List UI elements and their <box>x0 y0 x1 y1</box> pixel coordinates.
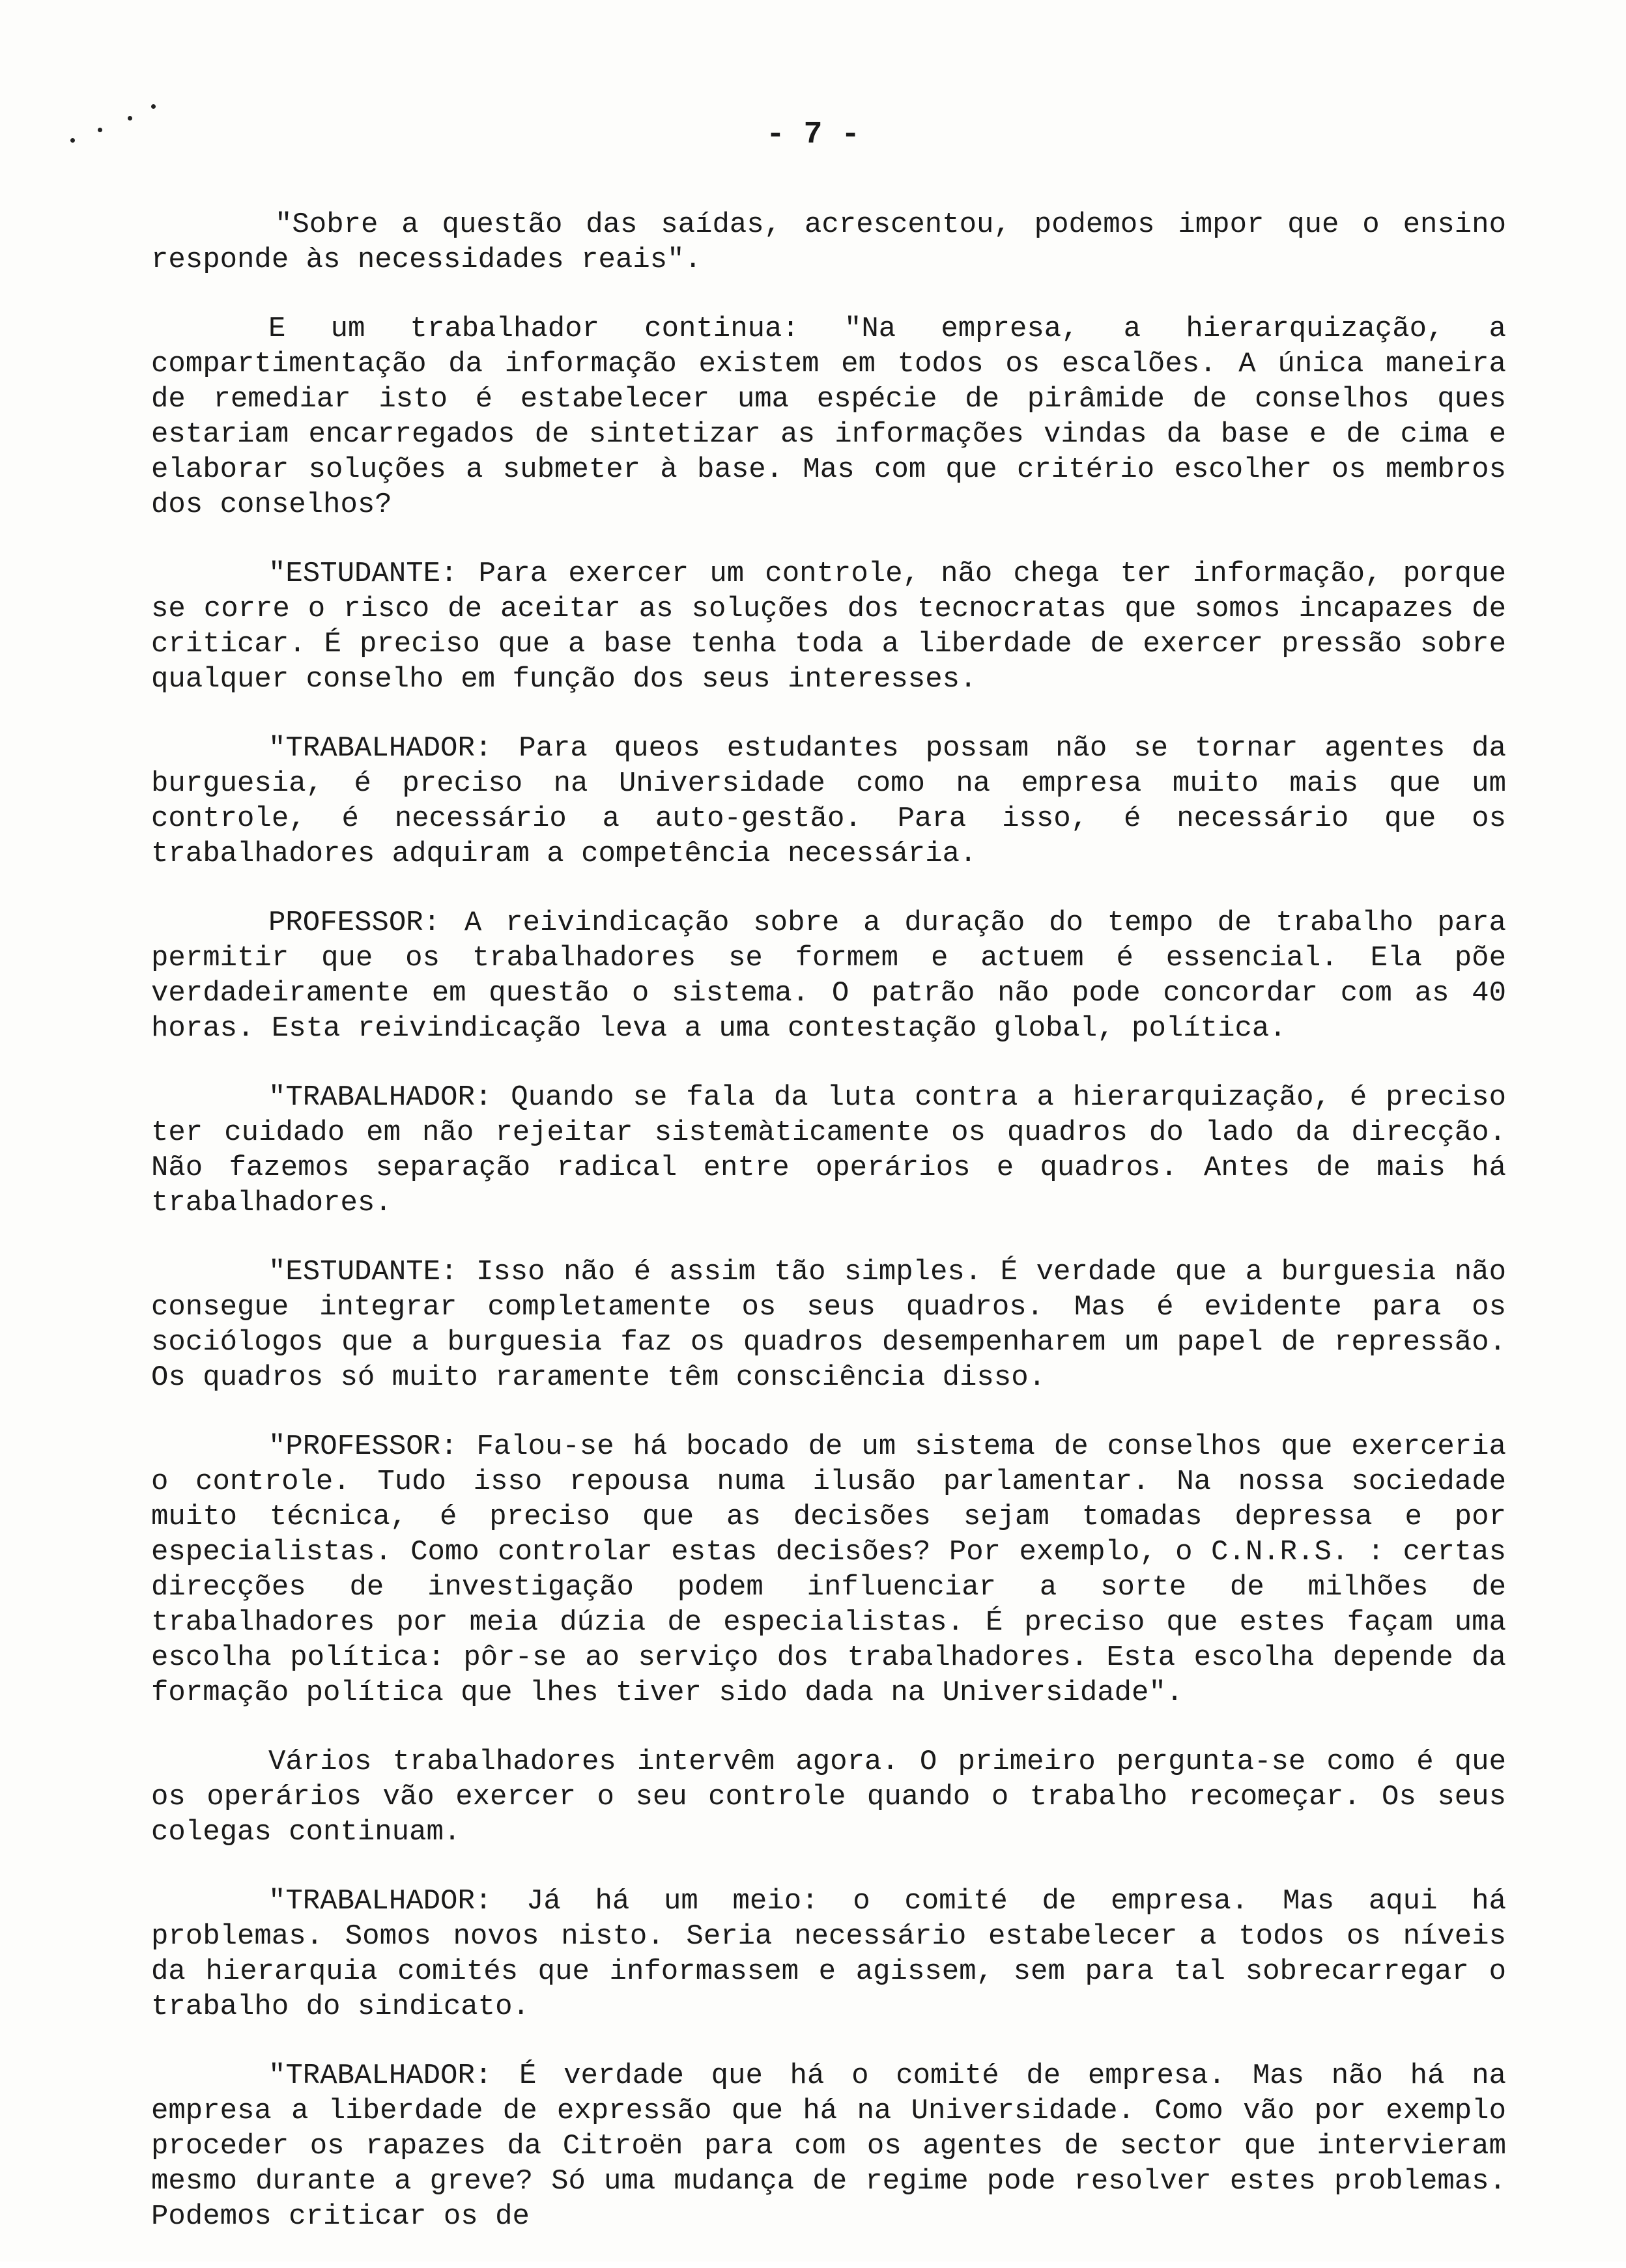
paragraph: "ESTUDANTE: Isso não é assim tão simples. É verdade que a burguesia não consegue integrar completamente os seus quadros. Mas é evidente para os sociólogos que a burguesia faz os quadros desempenharem um papel de repressão. Os quadros só muito raramente têm consciência disso. <box>151 1256 1506 1394</box>
paragraph: Vários trabalhadores intervêm agora. O primeiro pergunta-se como é que os operários vão exercer o seu controle quando o trabalho recomeçar. Os seus colegas continuam. <box>151 1746 1506 1849</box>
paragraph: "PROFESSOR: Falou-se há bocado de um sistema de conselhos que exerceria o controle. Tudo isso repousa numa ilusão parlamentar. Na nossa sociedade muito técnica, é preciso que as decisões sejam tomadas depressa e por especialistas. Como controlar estas decisões? Por exemplo, o C.N.R.S. : certas direcções de investigação podem influenciar a sorte de milhões de trabalhadores por meia dúzia de especialistas. É preciso que estes façam uma escolha política: pôr-se ao serviço dos trabalhadores. Esta escolha depende da formação política que lhes tiver sido dada na Universidade". <box>151 1430 1506 1709</box>
paragraph: "TRABALHADOR: Quando se fala da luta contra a hierarquização, é preciso ter cuidado em não rejeitar sistemàticamente os quadros do lado da direcção. Não fazemos separação radical entre operários e quadros. Antes de mais há trabalhadores. <box>151 1081 1506 1219</box>
paragraph: E um trabalhador continua: "Na empresa, a hierarquização, a compartimentação da informação existem em todos os escalões. A única maneira de remediar isto é estabelecer uma espécie de pirâmide de conselhos ques estariam encarregados de sintetizar as informações vindas da base e de cima e elaborar soluções a submeter à base. Mas com que critério escolher os membros dos conselhos? <box>151 313 1506 521</box>
paragraph: "Sobre a questão das saídas, acrescentou, podemos impor que o ensino responde às necessidades reais". <box>151 208 1506 276</box>
page-number: - 7 - <box>765 117 861 152</box>
paragraph: PROFESSOR: A reivindicação sobre a duração do tempo de trabalho para permitir que os trabalhadores se formem e actuem é essencial. Ela põe verdadeiramente em questão o sistema. O patrão não pode concordar com as 40 horas. Esta reivindicação leva a uma contestação global, política. <box>151 907 1506 1045</box>
document-body <box>151 207 1506 2268</box>
paragraph: "TRABALHADOR: Para queos estudantes possam não se tornar agentes da burguesia, é preciso na Universidade como na empresa muito mais que um controle, é necessário a auto-gestão. Para isso, é necessário que os trabalhadores adquiram a competência necessária. <box>151 732 1506 870</box>
paragraph: "TRABALHADOR: Já há um meio: o comité de empresa. Mas aqui há problemas. Somos novos nisto. Seria necessário estabelecer a todos os níveis da hierarquia comités que informassem e agissem, sem para tal sobrecarregar o trabalho do sindicato. <box>151 1885 1506 2023</box>
paragraph: "ESTUDANTE: Para exercer um controle, não chega ter informação, porque se corre o risco de aceitar as soluções dos tecnocratas que somos incapazes de criticar. É preciso que a base tenha toda a liberdade de exercer pressão sobre qualquer conselho em função dos seus interesses. <box>151 558 1506 696</box>
paragraph: "TRABALHADOR: É verdade que há o comité de empresa. Mas não há na empresa a liberdade de expressão que há na Universidade. Como vão por exemplo proceder os rapazes da Citroën para com os agentes de sector que intervieram mesmo durante a greve? Só uma mudança de regime pode resolver estes problemas. Podemos criticar os de <box>151 2060 1506 2233</box>
ink-speck <box>151 104 156 109</box>
